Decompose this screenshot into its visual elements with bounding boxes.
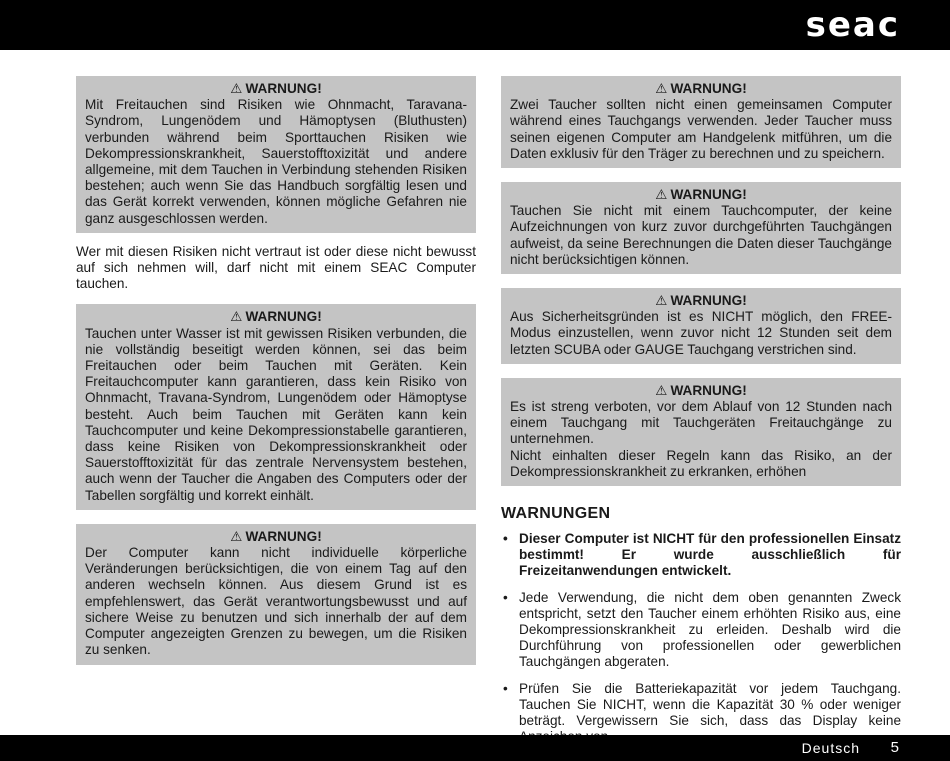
warning-title: ⚠ WARNUNG! (230, 528, 322, 544)
warning-text: Tauchen Sie nicht mit einem Tauchcomputer, der keine Aufzeichnungen von kurz zuvor durchgeführten Tauchgängen aufweist, da seine Berechnungen die Daten dieser Tauchgänge nicht berücksichtigen können. (510, 203, 892, 267)
warning-box (501, 182, 901, 274)
bullet-icon: • (503, 531, 508, 547)
left-column (76, 76, 476, 679)
warning-title: ⚠ WARNUNG! (230, 81, 322, 96)
warning-box (76, 76, 476, 233)
page-number: 5 (890, 739, 899, 756)
warning-title: ⚠ WARNUNG! (655, 293, 747, 309)
warning-triangle-icon: ⚠ (230, 309, 243, 325)
warning-text: Zwei Taucher sollten nicht einen gemeinsamen Computer während eines Tauchgangs verwenden. Jeder Taucher muss seinen eigenen Computer am Handgelenk mitführen, um die Daten exklusiv für den Träger zu berechnen und zu speichern. (510, 97, 892, 161)
warning-text: Mit Freitauchen sind Risiken wie Ohnmacht, Taravana-Syndrom, Lungenödem und Hämoptysen (Bluthusten) verbunden während beim Sporttauchen Risiken wie Dekompressionskrankheit, Sauerstofftoxizität und andere allgemeine, mit dem Tauchen in Verbindung stehenden Risiken bestehen; auch wenn Sie das Handbuch sorgfältig lesen und das Gerät korrekt verwenden, können mögliche Gefahren nie ganz ausgeschlossen werden. (85, 97, 467, 226)
right-column (501, 76, 901, 756)
warning-triangle-icon: ⚠ (655, 293, 668, 309)
warning-title: ⚠ WARNUNG! (655, 382, 747, 398)
bullet-icon: • (503, 680, 508, 696)
bullet-icon: • (503, 589, 508, 605)
list-item: • Jede Verwendung, die nicht dem oben genannten Zweck entspricht, setzt den Taucher einem erhöhten Risiko aus, eine Dekompressionskrankheit zu erleiden. Deshalb wird die Durchführung von professionellen oder gewerblichen Tauchgängen abgeraten. (503, 589, 901, 670)
footer-language: Deutsch (801, 740, 860, 756)
warning-triangle-icon: ⚠ (230, 528, 243, 544)
warning-triangle-icon: ⚠ (655, 187, 668, 203)
paragraph: Wer mit diesen Risiken nicht vertraut ist oder diese nicht bewusst auf sich nehmen will, darf nicht mit einem SEAC Computer tauchen. (76, 243, 476, 292)
warning-text: Der Computer kann nicht individuelle körperliche Veränderungen berücksichtigen, die von einem Tag auf den anderen wechseln können. Aus diesem Grund ist es empfehlenswert, das Gerät verantwortungsbewusst und auf sichere Weise zu benutzen und sich innerhalb der auf dem Computer angezeigten Grenzen zu bewegen, um die Risiken zu senken. (85, 545, 467, 658)
warning-title: ⚠ WARNUNG! (655, 187, 747, 203)
warning-title: ⚠ WARNUNG! (655, 81, 747, 96)
footer-bar (0, 735, 950, 761)
warning-triangle-icon: ⚠ (655, 382, 668, 398)
warning-box (501, 76, 901, 168)
seac-logo: seac (805, 5, 900, 45)
warning-text: Tauchen unter Wasser ist mit gewissen Risiken verbunden, die nie vollständig beseitigt werden können, sei das beim Freitauchen oder beim Tauchen mit Geräten. Kein Freitauchcomputer kann garantieren, dass kein Risiko von Ohnmacht, Travana-Syndrom, Lungenödem oder Hämoptyse besteht. Auch beim Tauchen mit Geräten kann kein Tauchcomputer und keine Dekompressionstabelle garantieren, dass keine Risiken von Dekompressionskrankheit oder Sauerstofftoxizität für das zentrale Nervensystem bestehen, auch wenn der Taucher die Angaben des Computers oder der Tabellen sorgfältig und korrekt einhält. (85, 325, 467, 503)
warning-box (501, 288, 901, 364)
warning-title: ⚠ WARNUNG! (230, 309, 322, 325)
warning-text: Es ist streng verboten, vor dem Ablauf von 12 Stunden nach einem Tauchgang mit Tauchgeräten Freitauchgänge zu unternehmen. (510, 399, 892, 447)
warning-box (76, 304, 476, 509)
warnings-list (501, 531, 901, 745)
warning-triangle-icon: ⚠ (230, 81, 243, 96)
list-item: • Prüfen Sie die Batteriekapazität vor jedem Tauchgang. Tauchen Sie NICHT, wenn die Kapazität 30 % oder weniger beträgt. Vergewissern Sie sich, dass das Display keine (503, 680, 901, 729)
warning-box (76, 524, 476, 665)
section-title: WARNUNGEN (501, 505, 611, 523)
list-item: • Dieser Computer ist NICHT für den professionellen Einsatz bestimmt! Er wurde ausschließlich für Freizeitanwendungen entwickelt. (503, 531, 901, 579)
warning-triangle-icon: ⚠ (655, 81, 668, 96)
warning-text: Aus Sicherheitsgründen ist es NICHT möglich, den FREE-Modus einzustellen, wenn zuvor nicht 12 Stunden seit dem letzten SCUBA oder GAUGE Tauchgang verstrichen sind. (510, 309, 892, 357)
header-bar (0, 0, 950, 50)
warning-text: Nicht einhalten dieser Regeln kann das Risiko, an der Dekompressionskrankheit zu erkranken, erhöhen (510, 447, 892, 479)
warning-box (501, 378, 901, 486)
